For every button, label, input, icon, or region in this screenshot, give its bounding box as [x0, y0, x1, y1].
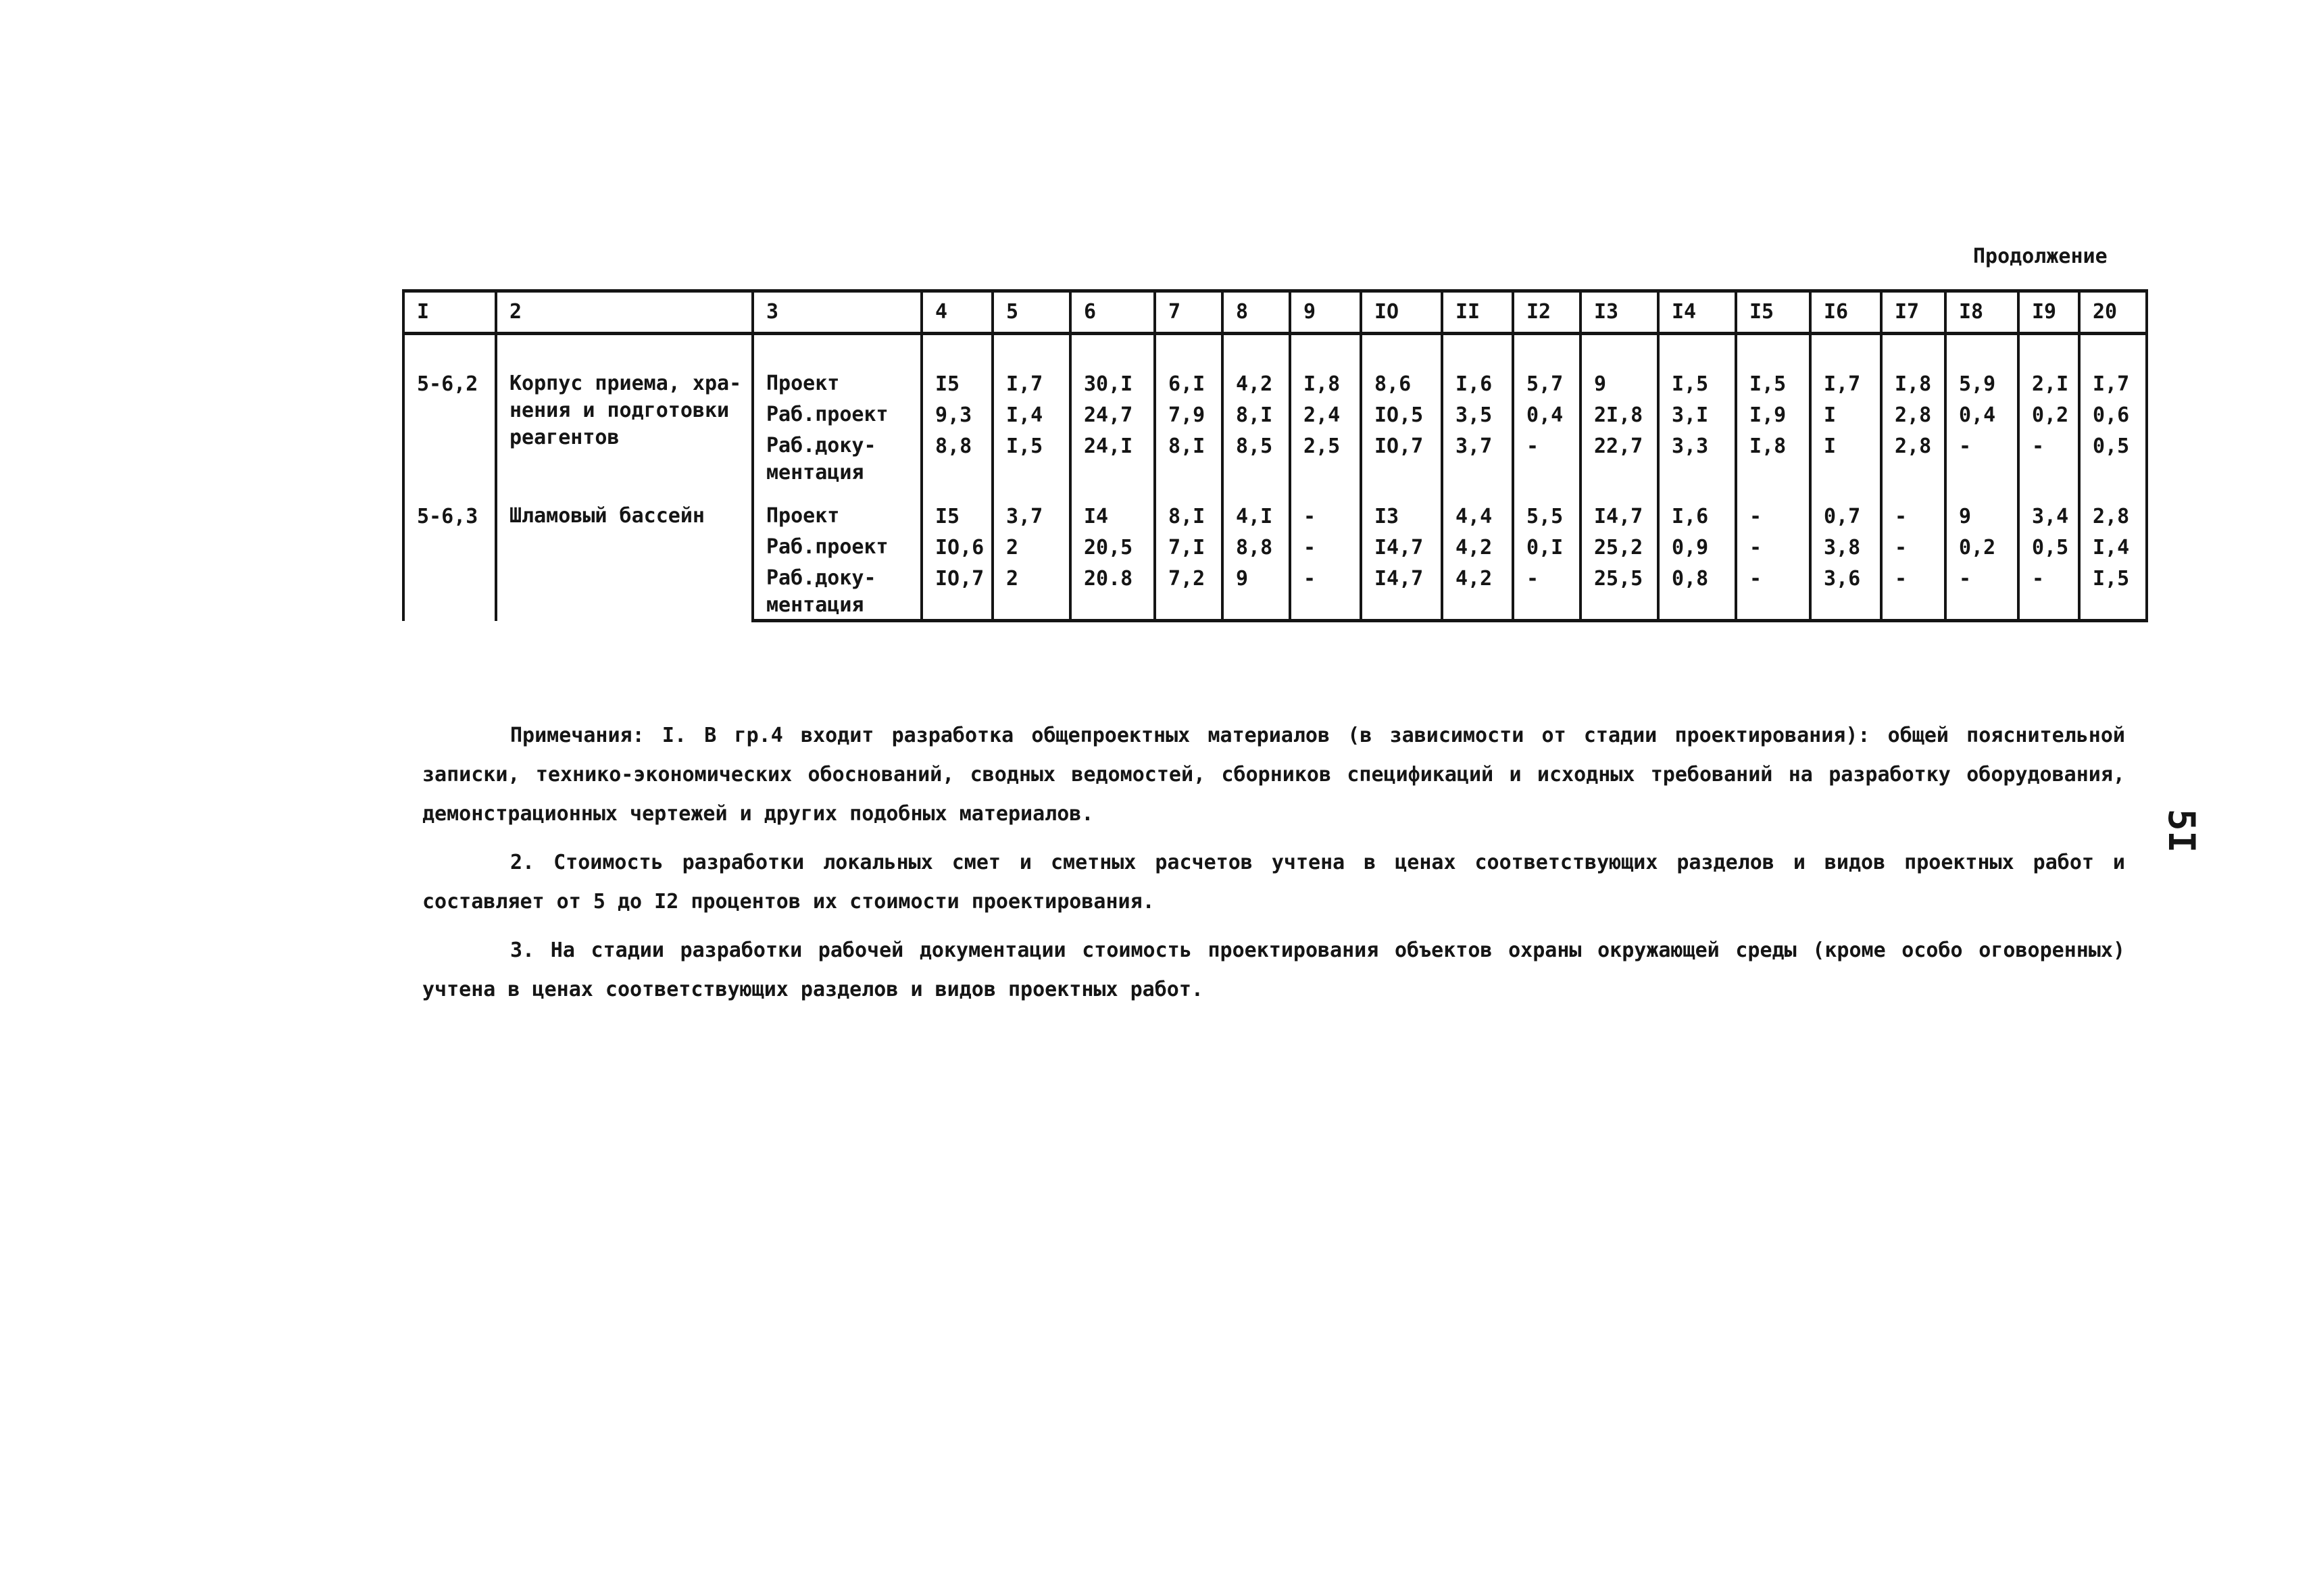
value-cell: I,7 [2079, 364, 2147, 399]
value-cell: 2,8 [1881, 399, 1945, 430]
continuation-label: Продолжение [1973, 245, 2108, 268]
value-cell: 5,9 [1945, 364, 2018, 399]
gap-cell [993, 487, 1070, 496]
col-header: I8 [1945, 291, 2018, 334]
value-cell: 5,5 [1513, 496, 1580, 531]
value-cell: I,6 [1658, 496, 1736, 531]
spacer-cell [496, 334, 753, 364]
spacer-cell [1881, 334, 1945, 364]
spacer-cell [922, 334, 993, 364]
value-cell: - [1736, 562, 1810, 621]
value-cell: 4,2 [1442, 531, 1513, 562]
col-header: I9 [2018, 291, 2079, 334]
value-cell: I,7 [993, 364, 1070, 399]
value-cell: 2,5 [1290, 430, 1361, 487]
value-cell: 4,4 [1442, 496, 1513, 531]
gap-cell [1290, 487, 1361, 496]
gap-cell [1155, 487, 1222, 496]
value-cell: I,5 [993, 430, 1070, 487]
gap-cell [1810, 487, 1881, 496]
value-cell: 25,5 [1580, 562, 1658, 621]
value-cell: 7,2 [1155, 562, 1222, 621]
spacer-cell [403, 334, 496, 364]
value-cell: - [1513, 430, 1580, 487]
value-cell: 30,I [1070, 364, 1155, 399]
value-cell: 8,8 [1222, 531, 1290, 562]
value-cell: I [1810, 430, 1881, 487]
value-cell: 24,7 [1070, 399, 1155, 430]
value-cell: I,4 [2079, 531, 2147, 562]
gap-cell [1736, 487, 1810, 496]
value-cell: - [1290, 562, 1361, 621]
spacer-cell [2018, 334, 2079, 364]
value-cell: 8,I [1155, 430, 1222, 487]
value-cell: - [1736, 496, 1810, 531]
value-cell: 2 [993, 531, 1070, 562]
value-cell: 2,I [2018, 364, 2079, 399]
value-cell: 9,3 [922, 399, 993, 430]
value-cell: 9 [1580, 364, 1658, 399]
value-cell: 3,3 [1658, 430, 1736, 487]
stage-cell: Раб.проект [753, 399, 922, 430]
col-header: 4 [922, 291, 993, 334]
gap-cell [753, 487, 922, 496]
col-header: 20 [2079, 291, 2147, 334]
spacer-cell [1580, 334, 1658, 364]
value-cell: 22,7 [1580, 430, 1658, 487]
col-header: I6 [1810, 291, 1881, 334]
value-cell: I5 [922, 364, 993, 399]
value-cell: 8,6 [1361, 364, 1442, 399]
value-cell: 5,7 [1513, 364, 1580, 399]
value-cell: I,5 [1658, 364, 1736, 399]
value-cell: 0,2 [2018, 399, 2079, 430]
value-cell: 7,9 [1155, 399, 1222, 430]
note-1: Примечания: I. В гр.4 входит разработка общепроектных материалов (в зависимости от стадии проектирования): общей пояснительной записки, технико-экономических обоснований, сводных ведомостей, сборников спецификаций и исходных требований на разработку оборудования, демонстрационных чертежей и других подобных материалов. [422, 724, 2125, 826]
value-cell: 2 [993, 562, 1070, 621]
value-cell: IO,7 [922, 562, 993, 621]
value-cell: 2,4 [1290, 399, 1361, 430]
gap-cell [496, 487, 753, 496]
gap-cell [1442, 487, 1513, 496]
col-header: 7 [1155, 291, 1222, 334]
value-cell: 0,2 [1945, 531, 2018, 562]
value-cell: 9 [1945, 496, 2018, 531]
value-cell: 0,9 [1658, 531, 1736, 562]
value-cell: - [1881, 562, 1945, 621]
value-cell: - [2018, 562, 2079, 621]
value-cell: 20,5 [1070, 531, 1155, 562]
value-cell: - [1513, 562, 1580, 621]
value-cell: - [1290, 531, 1361, 562]
col-header: 6 [1070, 291, 1155, 334]
value-cell: I,7 [1810, 364, 1881, 399]
gap-cell [403, 487, 496, 496]
value-cell: 0,5 [2079, 430, 2147, 487]
col-header: I7 [1881, 291, 1945, 334]
col-header: 2 [496, 291, 753, 334]
value-cell: I4 [1070, 496, 1155, 531]
value-cell: 0,8 [1658, 562, 1736, 621]
value-cell: - [1736, 531, 1810, 562]
value-cell: 0,4 [1513, 399, 1580, 430]
col-header: IO [1361, 291, 1442, 334]
value-cell: 3,8 [1810, 531, 1881, 562]
value-cell: I,5 [1736, 364, 1810, 399]
spacer-cell [1810, 334, 1881, 364]
value-cell: I4,7 [1361, 531, 1442, 562]
table-row [403, 496, 2147, 531]
spacer-row [403, 334, 2147, 364]
value-cell: I,9 [1736, 399, 1810, 430]
spacer-cell [1736, 334, 1810, 364]
value-cell: 3,7 [1442, 430, 1513, 487]
col-header: 3 [753, 291, 922, 334]
value-cell: I,5 [2079, 562, 2147, 621]
value-cell: 8,I [1222, 399, 1290, 430]
value-cell: I,4 [993, 399, 1070, 430]
value-cell: I,8 [1736, 430, 1810, 487]
spacer-cell [2079, 334, 2147, 364]
note-2: 2. Стоимость разработки локальных смет и сметных расчетов учтена в ценах соответствующих разделов и видов проектных работ и составляет от 5 до I2 процентов их стоимости проектирования. [422, 851, 2125, 914]
value-cell: 0,6 [2079, 399, 2147, 430]
spacer-cell [1070, 334, 1155, 364]
gap-cell [1513, 487, 1580, 496]
gap-cell [2079, 487, 2147, 496]
col-header: 9 [1290, 291, 1361, 334]
cost-table [402, 289, 2148, 622]
value-cell: - [1290, 496, 1361, 531]
value-cell: I4,7 [1361, 562, 1442, 621]
stage-cell: Раб.доку-ментация [753, 430, 922, 487]
col-header: II [1442, 291, 1513, 334]
gap-cell [1580, 487, 1658, 496]
value-cell: I,8 [1881, 364, 1945, 399]
value-cell: I3 [1361, 496, 1442, 531]
value-cell: IO,5 [1361, 399, 1442, 430]
table-header-row [403, 291, 2147, 334]
value-cell: 4,I [1222, 496, 1290, 531]
value-cell: - [1881, 496, 1945, 531]
value-cell: I5 [922, 496, 993, 531]
value-cell: 4,2 [1442, 562, 1513, 621]
gap-cell [1945, 487, 2018, 496]
value-cell: 0,4 [1945, 399, 2018, 430]
col-header: 5 [993, 291, 1070, 334]
col-header: I4 [1658, 291, 1736, 334]
col-header: I2 [1513, 291, 1580, 334]
spacer-cell [1442, 334, 1513, 364]
stage-cell: Проект [753, 364, 922, 399]
spacer-cell [1513, 334, 1580, 364]
spacer-cell [1361, 334, 1442, 364]
col-header: I3 [1580, 291, 1658, 334]
value-cell: 9 [1222, 562, 1290, 621]
spacer-cell [753, 334, 922, 364]
value-cell: I [1810, 399, 1881, 430]
value-cell: 8,I [1155, 496, 1222, 531]
value-cell: 3,I [1658, 399, 1736, 430]
value-cell: I4,7 [1580, 496, 1658, 531]
col-header: 8 [1222, 291, 1290, 334]
value-cell: 25,2 [1580, 531, 1658, 562]
item-code: 5-6,3 [403, 496, 496, 621]
notes-section [422, 716, 2125, 1019]
item-name: Корпус приема, хра-нения и подготовки реагентов [496, 364, 753, 487]
group-gap-row [403, 487, 2147, 496]
spacer-cell [1222, 334, 1290, 364]
value-cell: 0,5 [2018, 531, 2079, 562]
value-cell: - [1945, 430, 2018, 487]
spacer-cell [1155, 334, 1222, 364]
table-row [403, 364, 2147, 399]
value-cell: 4,2 [1222, 364, 1290, 399]
stage-cell: Раб.проект [753, 531, 922, 562]
gap-cell [2018, 487, 2079, 496]
value-cell: IO,6 [922, 531, 993, 562]
gap-cell [1658, 487, 1736, 496]
value-cell: - [2018, 430, 2079, 487]
spacer-cell [1290, 334, 1361, 364]
spacer-cell [1945, 334, 2018, 364]
note-3: 3. На стадии разработки рабочей документации стоимость проектирования объектов охраны окружающей среды (кроме особо оговоренных) учтена в ценах соответствующих разделов и видов проектных работ. [422, 939, 2125, 1001]
value-cell: 2I,8 [1580, 399, 1658, 430]
table-body [403, 334, 2147, 621]
gap-cell [1361, 487, 1442, 496]
value-cell: IO,7 [1361, 430, 1442, 487]
value-cell: I,6 [1442, 364, 1513, 399]
value-cell: 3,7 [993, 496, 1070, 531]
gap-cell [1222, 487, 1290, 496]
item-name: Шламовый бассейн [496, 496, 753, 621]
col-header: I5 [1736, 291, 1810, 334]
value-cell: - [1945, 562, 2018, 621]
gap-cell [1070, 487, 1155, 496]
value-cell: 8,5 [1222, 430, 1290, 487]
value-cell: 6,I [1155, 364, 1222, 399]
value-cell: 8,8 [922, 430, 993, 487]
spacer-cell [1658, 334, 1736, 364]
gap-cell [922, 487, 993, 496]
gap-cell [1881, 487, 1945, 496]
value-cell: 3,5 [1442, 399, 1513, 430]
value-cell: 3,4 [2018, 496, 2079, 531]
value-cell: 20.8 [1070, 562, 1155, 621]
value-cell: 3,6 [1810, 562, 1881, 621]
value-cell: 0,7 [1810, 496, 1881, 531]
value-cell: - [1881, 531, 1945, 562]
stage-cell: Проект [753, 496, 922, 531]
col-header: I [403, 291, 496, 334]
value-cell: 7,I [1155, 531, 1222, 562]
stage-cell: Раб.доку-ментация [753, 562, 922, 621]
value-cell: I,8 [1290, 364, 1361, 399]
value-cell: 0,I [1513, 531, 1580, 562]
value-cell: 24,I [1070, 430, 1155, 487]
page-number: 5I [2160, 808, 2204, 853]
item-code: 5-6,2 [403, 364, 496, 487]
value-cell: 2,8 [1881, 430, 1945, 487]
spacer-cell [993, 334, 1070, 364]
value-cell: 2,8 [2079, 496, 2147, 531]
